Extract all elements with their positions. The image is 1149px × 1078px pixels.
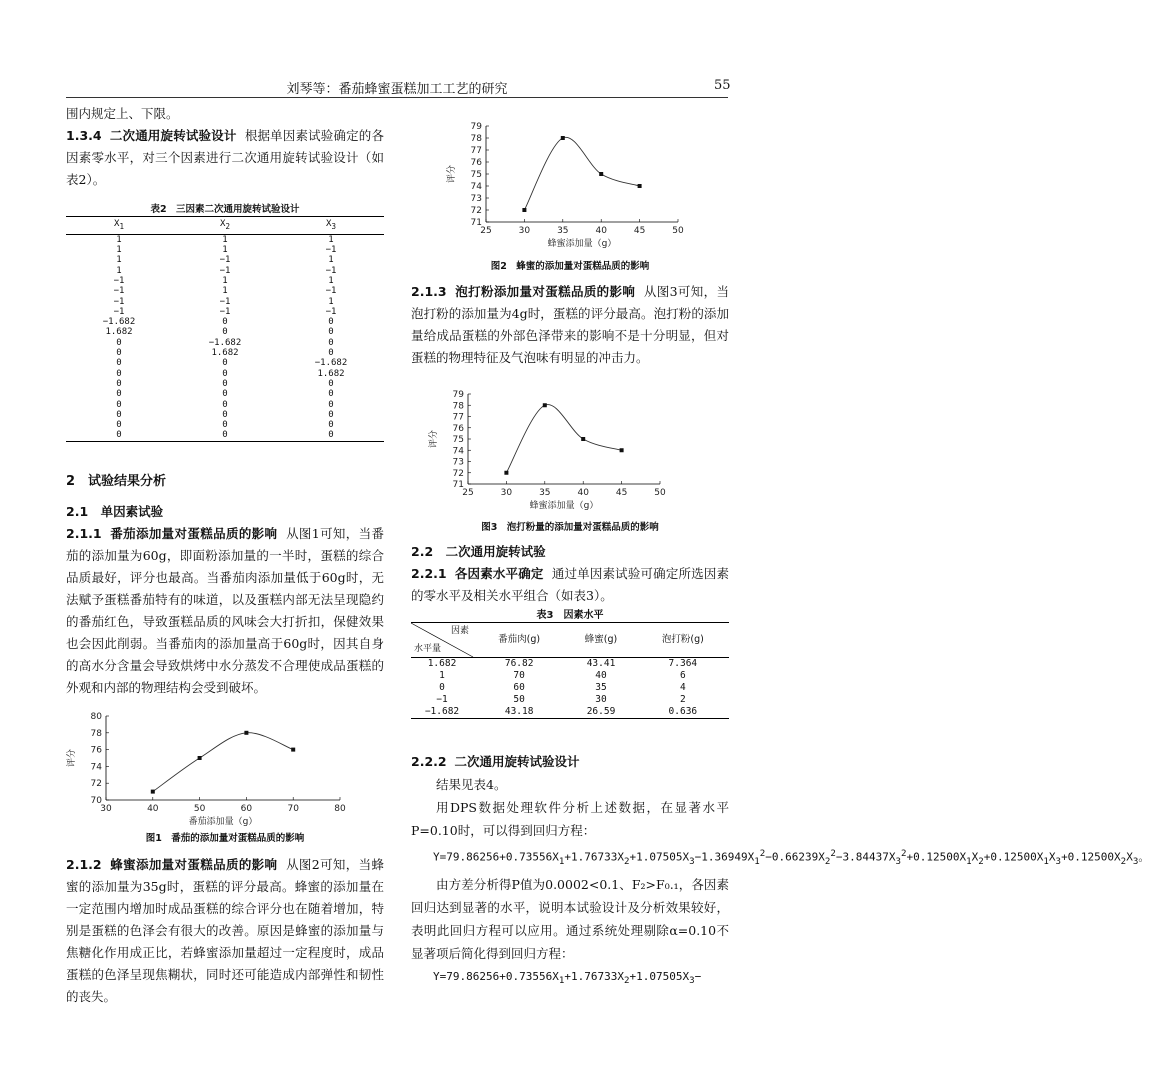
y-tick-label: 78 bbox=[452, 401, 464, 412]
section-2-1-1 bbox=[66, 523, 384, 699]
data-point bbox=[581, 437, 585, 441]
table-cell: 76.82 bbox=[504, 658, 534, 669]
section-title: 二次通用旋转试验设计 bbox=[109, 128, 237, 143]
table-row bbox=[66, 234, 384, 245]
table-cell: 26.59 bbox=[586, 706, 616, 717]
y-tick-label: 75 bbox=[452, 435, 464, 445]
y-tick-label: 74 bbox=[90, 762, 102, 773]
table-cell: 1 bbox=[328, 234, 334, 245]
y-tick-label: 78 bbox=[470, 134, 482, 144]
table-cell: 0 bbox=[116, 420, 122, 431]
x-tick-label: 60 bbox=[240, 804, 253, 814]
table-cell: 0 bbox=[116, 399, 122, 410]
table-row bbox=[66, 369, 384, 379]
table-row bbox=[66, 266, 384, 276]
section-number: 2.2.1 bbox=[411, 566, 447, 581]
table3-header: 蜂蜜(g) bbox=[584, 634, 618, 645]
table3-header: 泡打粉(g) bbox=[661, 634, 704, 645]
right-column-2-1-3 bbox=[411, 281, 729, 369]
figure-1-chart bbox=[66, 706, 366, 826]
table-cell: −1 bbox=[219, 265, 231, 276]
section-2-2-1 bbox=[411, 563, 729, 607]
table-row bbox=[66, 358, 384, 368]
table-cell: 0 bbox=[222, 327, 228, 338]
table2-header: $X_1$ bbox=[114, 219, 124, 231]
left-column-bottom bbox=[66, 854, 384, 1008]
table-cell: −1 bbox=[325, 245, 337, 256]
y-tick-label: 80 bbox=[90, 712, 102, 722]
right-column-bottom bbox=[411, 750, 1149, 992]
table-cell: 60 bbox=[513, 682, 525, 693]
table-cell: 50 bbox=[513, 694, 525, 705]
table-cell: −1.682 bbox=[208, 337, 242, 348]
section-title: 番茄添加量对蛋糕品质的影响 bbox=[110, 526, 278, 541]
table-row bbox=[66, 379, 384, 389]
x-tick-label: 35 bbox=[557, 226, 569, 236]
x-axis-label: 番茄添加量（g） bbox=[188, 817, 258, 827]
table-row bbox=[66, 307, 384, 317]
data-point bbox=[522, 208, 526, 212]
table-row bbox=[66, 338, 384, 348]
paragraph-result: 结果见表4。 bbox=[436, 777, 507, 792]
section-text: 从图2可知，当蜂蜜的添加量为35g时，蛋糕的评分最高。蜂蜜的添加量在一定范围内增加时成品蛋糕的综合评分也在随着增加，特别是蛋糕的色泽会有很大的改善。原因是蜂蜜的添加量与焦糖化作用成正比，若蜂蜜添加量超过一定程度时，成品蛋糕的色泽呈现焦糊状，同时还可能造成内部弹性和韧性的丧失。 bbox=[66, 857, 384, 1004]
section-2-1-2 bbox=[66, 854, 384, 1008]
y-tick-label: 72 bbox=[90, 779, 102, 790]
figure-1-caption: 图1 番茄的添加量对蛋糕品质的影响 bbox=[145, 833, 305, 844]
x-tick-label: 80 bbox=[334, 804, 346, 814]
y-tick-label: 72 bbox=[452, 468, 464, 479]
table-cell: −1 bbox=[113, 306, 125, 317]
table-row bbox=[66, 389, 384, 399]
section-title: 泡打粉添加量对蛋糕品质的影响 bbox=[455, 284, 636, 299]
table3 bbox=[411, 622, 729, 719]
y-tick-label: 73 bbox=[452, 457, 464, 468]
table-cell: 0 bbox=[328, 378, 334, 389]
table-cell: 0 bbox=[116, 358, 122, 369]
table-cell: −1.682 bbox=[314, 358, 348, 369]
section-text: 根据单因素试验确定的各因素零水平，对三个因素进行二次通用旋转试验设计（如表2）。 bbox=[66, 128, 384, 187]
section-2-1-3 bbox=[411, 281, 729, 369]
table2-caption: 表2 三因素二次通用旋转试验设计 bbox=[150, 204, 300, 215]
corner-level-label: 水平量 bbox=[414, 644, 442, 654]
section-2-2-heading: 2.2 二次通用旋转试验 bbox=[411, 544, 546, 559]
data-point bbox=[244, 731, 248, 735]
section-title: 各因素水平确定 bbox=[454, 566, 544, 581]
table-row bbox=[66, 430, 384, 441]
x-tick-label: 30 bbox=[518, 226, 531, 236]
data-point bbox=[638, 184, 642, 188]
y-tick-label: 75 bbox=[470, 170, 482, 180]
table-cell: 0 bbox=[116, 389, 122, 400]
section-2-2-2 bbox=[411, 750, 729, 773]
table-cell: −1 bbox=[325, 265, 337, 276]
table-cell: 0 bbox=[328, 430, 334, 441]
table-cell: 1.682 bbox=[317, 368, 345, 379]
table-cell: −1 bbox=[113, 286, 125, 297]
y-tick-label: 78 bbox=[90, 728, 102, 739]
table-cell: 7.364 bbox=[668, 658, 698, 669]
table-cell: 1 bbox=[222, 286, 228, 297]
table-cell: 0 bbox=[116, 430, 122, 441]
table2-header: $X_2$ bbox=[220, 219, 230, 231]
y-tick-label: 79 bbox=[470, 122, 482, 132]
table-cell: 43.41 bbox=[586, 658, 616, 669]
section-text: 从图1可知，当番茄的添加量为60g，即面粉添加量的一半时，蛋糕的综合品质最好，评分也最高。当番茄肉添加量低于60g时，无法赋予蛋糕番茄特有的味道，以及蛋糕内部无法呈现隐约的番茄红色，导致蛋糕品质的风味会大打折扣，保健效果也会因此削弱。当番茄肉的添加量高于60g时，因其自身的高水分含量会导致烘烤中水分蒸发不合理使成品蛋糕的外观和内部的物理结构会受到破坏。 bbox=[66, 526, 384, 695]
table-row bbox=[411, 706, 729, 719]
table-cell: 0 bbox=[328, 337, 334, 348]
y-tick-label: 74 bbox=[470, 182, 482, 192]
table-row bbox=[66, 317, 384, 327]
table-cell: 0 bbox=[328, 327, 334, 338]
table-cell: 1 bbox=[328, 255, 334, 266]
x-tick-label: 35 bbox=[539, 488, 551, 498]
table-cell: 1 bbox=[222, 234, 228, 245]
table-row bbox=[66, 276, 384, 286]
table-row bbox=[66, 245, 384, 255]
x-tick-label: 25 bbox=[480, 226, 492, 236]
table-cell: −1 bbox=[219, 255, 231, 266]
table-row bbox=[411, 670, 729, 682]
y-tick-label: 74 bbox=[452, 446, 464, 457]
table-cell: 0 bbox=[222, 399, 228, 410]
table-cell: −1.682 bbox=[424, 706, 460, 717]
table-cell: 1 bbox=[439, 670, 445, 681]
section-number: 1.3.4 bbox=[66, 128, 102, 143]
x-axis-label: 蜂蜜添加量（g） bbox=[529, 501, 599, 511]
y-tick-label: 76 bbox=[90, 745, 102, 756]
data-point bbox=[620, 448, 624, 452]
table-cell: −1 bbox=[325, 306, 337, 317]
table-cell: 1 bbox=[116, 265, 122, 276]
series-line bbox=[506, 405, 621, 473]
regression-equation-2: $Y=79.86256+0.73556X_1+1.76733X_2+1.07505X_3-$ bbox=[433, 969, 702, 987]
table-cell: 1.682 bbox=[105, 327, 133, 338]
y-tick-label: 71 bbox=[452, 480, 464, 490]
table-cell: 0 bbox=[116, 378, 122, 389]
table-row bbox=[66, 297, 384, 307]
x-tick-label: 50 bbox=[672, 226, 684, 236]
table-cell: 0 bbox=[328, 409, 334, 420]
y-tick-label: 77 bbox=[470, 146, 482, 156]
table-cell: 0 bbox=[222, 368, 228, 379]
table-cell: 0 bbox=[328, 389, 334, 400]
table-cell: −1 bbox=[113, 275, 125, 286]
paragraph-dps: 用DPS数据处理软件分析上述数据，在显著水平P=0.10时，可以得到回归方程： bbox=[411, 800, 729, 838]
y-tick-label: 76 bbox=[470, 158, 482, 168]
section-2-1-heading: 2.1 单因素试验 bbox=[66, 504, 164, 519]
table-cell: 1 bbox=[222, 245, 228, 256]
data-point bbox=[561, 136, 565, 140]
table-cell: 1 bbox=[116, 245, 122, 256]
section-number: 2.2.2 bbox=[411, 754, 447, 769]
figure-2-caption: 图2 蜂蜜的添加量对蛋糕品质的影响 bbox=[490, 261, 650, 272]
series-line bbox=[153, 733, 293, 792]
table3-header: 番茄肉(g) bbox=[498, 634, 541, 645]
table-row bbox=[66, 286, 384, 296]
table-cell: 0 bbox=[116, 409, 122, 420]
table-cell: 0 bbox=[116, 368, 122, 379]
section-2-heading: 2 试验结果分析 bbox=[66, 474, 167, 489]
regression-equation-1: $Y=79.86256+0.73556X_1+1.76733X_2+1.07505X_3-1.36949X_1^2-0.66239X_2^2-3.84437X_3^2+0.12500X_1X_2+0.12500X_1X_3+0.12500X_2X_3$。 bbox=[433, 848, 1149, 867]
table-cell: 30 bbox=[595, 694, 607, 705]
table3-corner-cell bbox=[411, 623, 473, 658]
x-tick-label: 50 bbox=[193, 804, 206, 814]
section-text: 从图3可知，当泡打粉的添加量为4g时，蛋糕的评分最高。泡打粉的添加量给成品蛋糕的外部色泽带来的影响不是十分明显，但对蛋糕的物理特征及气泡味有明显的冲击力。 bbox=[411, 284, 729, 365]
table-row bbox=[66, 420, 384, 430]
section-number: 2.1.1 bbox=[66, 526, 102, 541]
y-tick-label: 72 bbox=[470, 206, 482, 216]
table-cell: 0.636 bbox=[668, 706, 698, 717]
table-cell: 4 bbox=[679, 682, 686, 693]
left-column-top bbox=[66, 103, 384, 191]
x-tick-label: 70 bbox=[287, 804, 299, 814]
data-point bbox=[599, 172, 603, 176]
table-cell: 0 bbox=[222, 378, 228, 389]
table-cell: 1 bbox=[116, 255, 122, 266]
table-cell: −1 bbox=[219, 296, 231, 307]
x-tick-label: 40 bbox=[577, 488, 589, 498]
table-cell: 1 bbox=[222, 275, 228, 286]
table-cell: 0 bbox=[222, 430, 228, 441]
x-tick-label: 25 bbox=[462, 488, 474, 498]
section-number: 2.1.2 bbox=[66, 857, 102, 872]
y-tick-label: 77 bbox=[452, 412, 464, 423]
y-axis-label: 评分 bbox=[67, 748, 77, 768]
table-cell: 0 bbox=[439, 682, 445, 693]
table-cell: 0 bbox=[328, 420, 334, 431]
table-cell: 0 bbox=[328, 399, 334, 410]
x-tick-label: 45 bbox=[615, 488, 628, 498]
table-cell: 1.682 bbox=[427, 658, 457, 669]
table-cell: 35 bbox=[595, 682, 607, 693]
y-axis-label: 评分 bbox=[429, 429, 439, 449]
paragraph-limits: 围内规定上、下限。 bbox=[66, 106, 179, 121]
data-point bbox=[291, 748, 295, 752]
table-cell: 70 bbox=[513, 670, 525, 681]
table-cell: −1 bbox=[325, 286, 337, 297]
table-cell: 43.18 bbox=[504, 706, 534, 717]
left-column-results bbox=[66, 471, 384, 699]
table-row bbox=[66, 348, 384, 358]
table-cell: 40 bbox=[595, 670, 607, 681]
table-cell: 0 bbox=[116, 348, 122, 359]
table3-caption: 表3 因素水平 bbox=[536, 610, 604, 621]
section-text: 通过单因素试验可确定所选因素的零水平及相关水平组合（如表3）。 bbox=[411, 566, 729, 603]
table-cell: 2 bbox=[679, 694, 686, 705]
table-row bbox=[66, 400, 384, 410]
x-tick-label: 30 bbox=[500, 488, 513, 498]
table-cell: 6 bbox=[679, 670, 686, 681]
table-row bbox=[411, 682, 729, 694]
table-cell: −1 bbox=[113, 296, 125, 307]
x-tick-label: 50 bbox=[654, 488, 666, 498]
x-tick-label: 40 bbox=[147, 804, 159, 814]
table-cell: 0 bbox=[222, 409, 228, 420]
data-point bbox=[543, 403, 547, 407]
table-cell: −1 bbox=[436, 694, 448, 705]
data-point bbox=[198, 756, 202, 760]
y-axis-label: 评分 bbox=[447, 164, 457, 184]
table-cell: −1.682 bbox=[102, 317, 136, 328]
table-cell: 0 bbox=[116, 337, 122, 348]
page-number: 55 bbox=[714, 78, 731, 93]
section-number: 2.1.3 bbox=[411, 284, 447, 299]
y-tick-label: 71 bbox=[470, 218, 482, 228]
figure-3-caption: 图3 泡打粉量的添加量对蛋糕品质的影响 bbox=[481, 522, 659, 533]
table-cell: 0 bbox=[222, 389, 228, 400]
table-row bbox=[411, 658, 729, 671]
figure-2-chart bbox=[446, 118, 696, 254]
y-tick-label: 79 bbox=[452, 390, 464, 400]
table-cell: 0 bbox=[222, 358, 228, 369]
y-tick-label: 73 bbox=[470, 194, 482, 204]
x-tick-label: 40 bbox=[595, 226, 607, 236]
table-row bbox=[411, 694, 729, 706]
section-1-3-4 bbox=[66, 125, 384, 191]
corner-factor-label: 因素 bbox=[450, 626, 469, 636]
data-point bbox=[151, 790, 155, 794]
x-tick-label: 45 bbox=[633, 226, 646, 236]
paragraph-anova: 由方差分析得P值为0.0002<0.1、F₂>F₀.₁，各因素回归达到显著的水平，说明本试验设计及分析效果较好，表明此回归方程可以应用。通过系统处理剔除α=0.10不显著项后简化得到回归方程： bbox=[411, 876, 729, 961]
y-tick-label: 76 bbox=[452, 423, 464, 434]
table2 bbox=[66, 216, 384, 442]
table-row bbox=[66, 255, 384, 265]
x-tick-label: 30 bbox=[100, 804, 112, 814]
y-tick-label: 70 bbox=[90, 796, 102, 806]
table2-header: $X_3$ bbox=[326, 219, 336, 231]
series-line bbox=[524, 137, 639, 210]
right-column-2-2 bbox=[411, 541, 729, 607]
table-cell: 0 bbox=[328, 348, 334, 359]
table-row bbox=[66, 410, 384, 420]
table-cell: 1 bbox=[116, 234, 122, 245]
table-cell: −1 bbox=[219, 306, 231, 317]
table-cell: 0 bbox=[222, 420, 228, 431]
header-rule bbox=[66, 97, 728, 98]
table-cell: 0 bbox=[222, 317, 228, 328]
section-title: 蜂蜜添加量对蛋糕品质的影响 bbox=[110, 857, 278, 872]
table-cell: 0 bbox=[328, 317, 334, 328]
table-row bbox=[66, 327, 384, 337]
table-cell: 1.682 bbox=[211, 348, 239, 359]
figure-3-chart bbox=[428, 388, 678, 514]
x-axis-label: 蜂蜜添加量（g） bbox=[547, 239, 617, 249]
section-title: 二次通用旋转试验设计 bbox=[454, 754, 580, 769]
table-cell: 1 bbox=[328, 275, 334, 286]
table-cell: 1 bbox=[328, 296, 334, 307]
data-point bbox=[504, 471, 508, 475]
running-header-title: 刘琴等：番茄蜂蜜蛋糕加工工艺的研究 bbox=[286, 82, 508, 97]
